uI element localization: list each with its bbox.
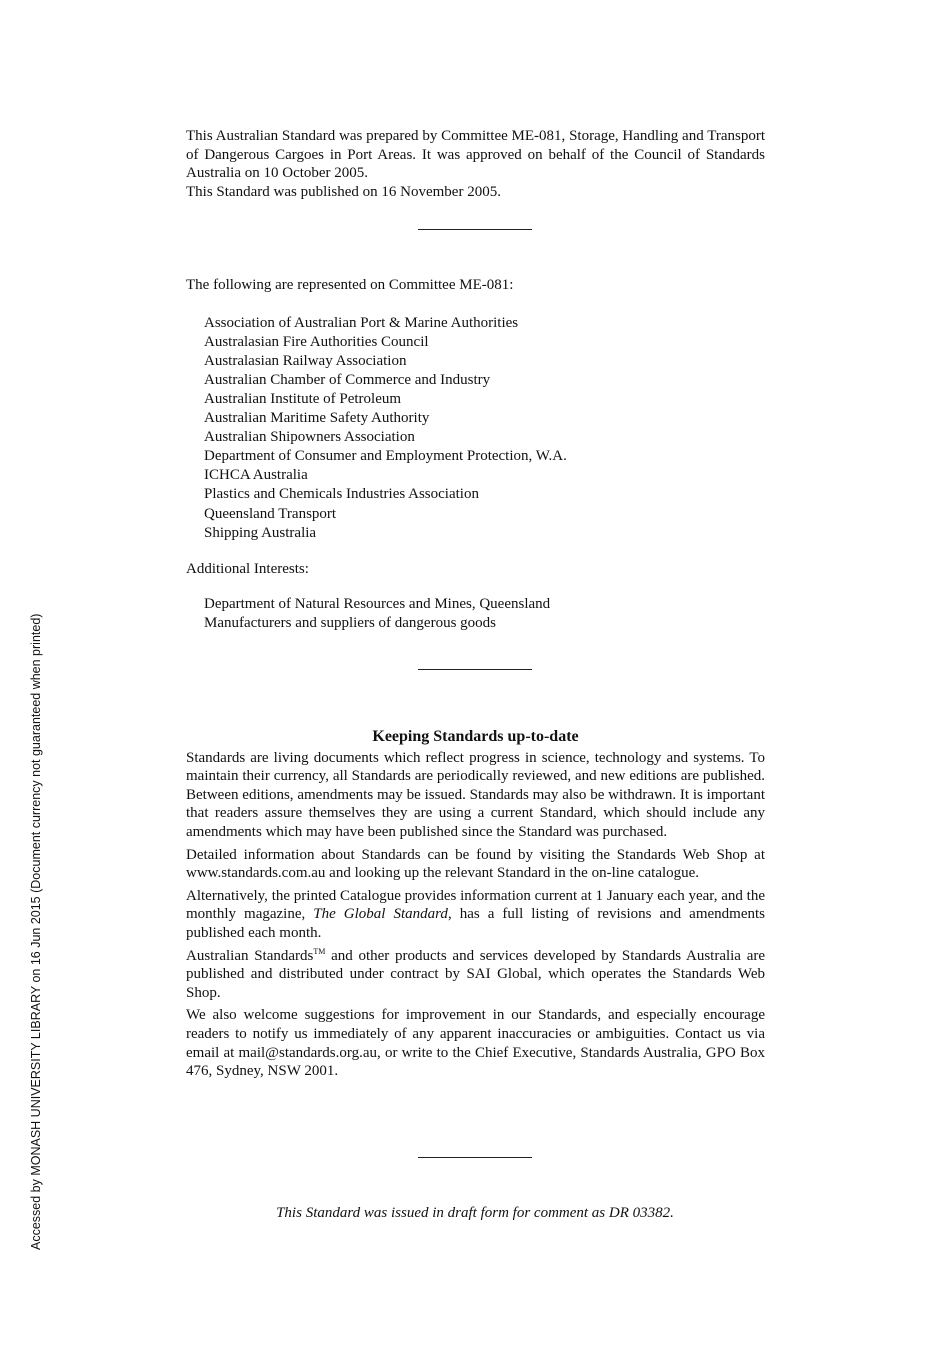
list-item: Department of Consumer and Employment Protection, W.A.	[204, 448, 567, 465]
keeping-standards-section	[186, 728, 765, 1085]
committee-member-list	[186, 314, 765, 543]
magazine-title: The Global Standard	[313, 906, 448, 923]
text-span: and other products and services developed by Standards Australia are published and distributed under contract by SAI Global, which operates the Standards Web Shop.	[186, 947, 766, 1001]
divider	[418, 229, 532, 230]
text-span: Alternatively, the printed Catalogue provides information current at 1 January each year, and the monthly magazine,	[186, 887, 765, 923]
paragraph	[186, 947, 765, 1003]
intro-paragraph: This Australian Standard was prepared by Committee ME-081, Storage, Handling and Transport of Dangerous Cargoes in Port Areas. It was approved on behalf of the Council of Standards Australia on 10 October 2005.	[186, 128, 765, 182]
committee-heading: The following are represented on Committee ME-081:	[186, 277, 514, 293]
divider	[418, 1157, 532, 1158]
paragraph	[186, 887, 765, 943]
list-item: ICHCA Australia	[204, 467, 308, 484]
list-item: Australian Chamber of Commerce and Industry	[204, 371, 491, 388]
paragraph: Standards are living documents which reflect progress in science, technology and systems. To maintain their currency, all Standards are periodically reviewed, and new editions are published. Between editions, amendments may be issued. Standards may also be withdrawn. It is important that readers assure themselves they are using a current Standard, which should include any amendments which may have been published since the Standard was purchased.	[186, 749, 765, 840]
list-item: Manufacturers and suppliers of dangerous goods	[204, 615, 497, 632]
trademark-mark: TM	[313, 946, 326, 956]
text-span: , has a full listing of revisions and amendments published each month.	[186, 906, 765, 941]
intro-block	[186, 127, 765, 201]
list-item: Australian Shipowners Association	[204, 429, 415, 446]
additional-interests-list	[186, 595, 765, 633]
list-item: Australasian Railway Association	[204, 352, 407, 369]
divider	[418, 669, 532, 670]
access-watermark: Accessed by MONASH UNIVERSITY LIBRARY on 16 Jun 2015 (Document currency not guaranteed when printed)	[29, 613, 43, 1250]
paragraph: Detailed information about Standards can be found by visiting the Standards Web Shop at www.standards.com.au and looking up the relevant Standard in the on-line catalogue.	[186, 846, 765, 882]
list-item: Australian Institute of Petroleum	[204, 390, 402, 407]
list-item: Plastics and Chemicals Industries Association	[204, 486, 479, 503]
list-item: Association of Australian Port & Marine Authorities	[204, 314, 519, 331]
list-item: Australasian Fire Authorities Council	[204, 333, 429, 350]
additional-interests-heading: Additional Interests:	[186, 560, 309, 577]
list-item: Australian Maritime Safety Authority	[204, 410, 430, 427]
list-item: Shipping Australia	[204, 524, 317, 541]
committee-block	[186, 276, 765, 634]
draft-note: This Standard was issued in draft form for comment as DR 03382.	[276, 1205, 674, 1221]
list-item: Department of Natural Resources and Mines, Queensland	[204, 596, 551, 613]
text-span: Australian Standards	[186, 947, 314, 964]
list-item: Queensland Transport	[204, 505, 337, 522]
publish-date-line: This Standard was published on 16 November 2005.	[186, 183, 501, 200]
paragraph: We also welcome suggestions for improvement in our Standards, and especially encourage readers to notify us immediately of any apparent inaccuracies or ambiguities. Contact us via email at mail@standards.org.au, or write to the Chief Executive, Standards Australia, GPO Box 476, Sydney, NSW 2001.	[186, 1007, 765, 1080]
section-title: Keeping Standards up-to-date	[372, 728, 579, 745]
